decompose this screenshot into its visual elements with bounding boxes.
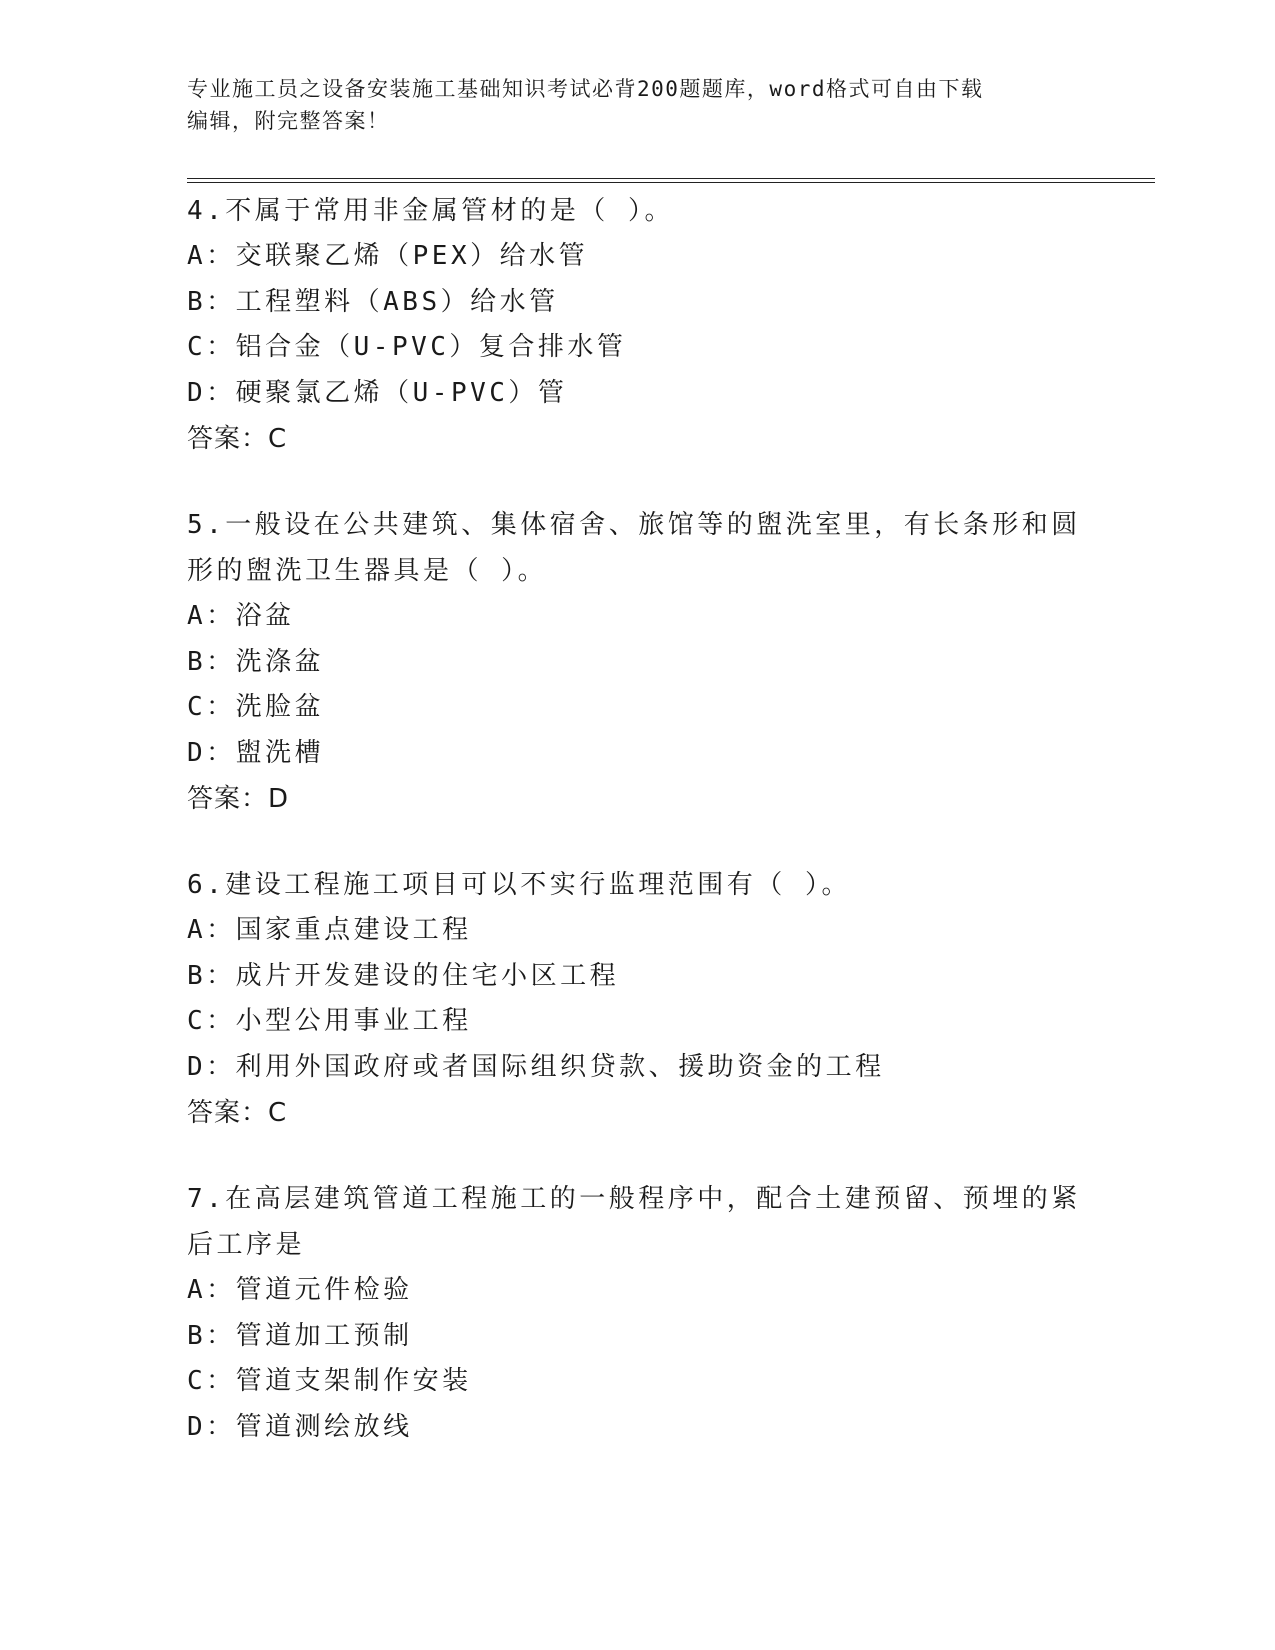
document-header (187, 73, 1067, 137)
answer-line: 答案：D (187, 784, 290, 814)
option-d: D：利用外国政府或者国际组织贷款、援助资金的工程 (187, 1051, 885, 1082)
option-b: B：管道加工预制 (187, 1320, 413, 1351)
header-line-1: 专业施工员之设备安装施工基础知识考试必背200题题库，word格式可自由下载 (187, 77, 984, 101)
header-divider-bottom (187, 182, 1155, 183)
question-list (187, 188, 1087, 1490)
option-a: A：浴盆 (187, 601, 295, 631)
question-6 (187, 862, 1087, 1136)
header-divider-top (187, 178, 1155, 179)
option-b: B：工程塑料（ABS）给水管 (187, 286, 559, 317)
question-stem: 4.不属于常用非金属管材的是（ ）。 (187, 196, 674, 226)
answer-line: 答案：C (187, 424, 288, 454)
option-d: D：管道测绘放线 (187, 1411, 413, 1442)
question-stem: 6.建设工程施工项目可以不实行监理范围有（ ）。 (187, 870, 851, 900)
option-d: D：盥洗槽 (187, 737, 325, 768)
option-a: A：国家重点建设工程 (187, 915, 472, 945)
option-c: C：洗脸盆 (187, 692, 325, 722)
question-7 (187, 1176, 1087, 1450)
question-5 (187, 502, 1087, 822)
answer-line: 答案：C (187, 1098, 288, 1128)
option-c: C：小型公用事业工程 (187, 1006, 472, 1036)
header-line-2: 编辑，附完整答案！ (187, 109, 390, 133)
option-d: D：硬聚氯乙烯（U-PVC）管 (187, 377, 568, 408)
question-4 (187, 188, 1087, 462)
option-c: C：铝合金（U-PVC）复合排水管 (187, 332, 627, 362)
question-stem: 7.在高层建筑管道工程施工的一般程序中，配合土建预留、预埋的紧后工序是 (187, 1184, 1081, 1260)
option-b: B：成片开发建设的住宅小区工程 (187, 960, 620, 991)
option-c: C：管道支架制作安装 (187, 1366, 472, 1396)
option-a: A：交联聚乙烯（PEX）给水管 (187, 241, 589, 271)
option-a: A：管道元件检验 (187, 1275, 413, 1305)
question-stem: 5.一般设在公共建筑、集体宿舍、旅馆等的盥洗室里，有长条形和圆形的盥洗卫生器具是（ ）。 (187, 510, 1081, 586)
option-b: B：洗涤盆 (187, 646, 325, 677)
